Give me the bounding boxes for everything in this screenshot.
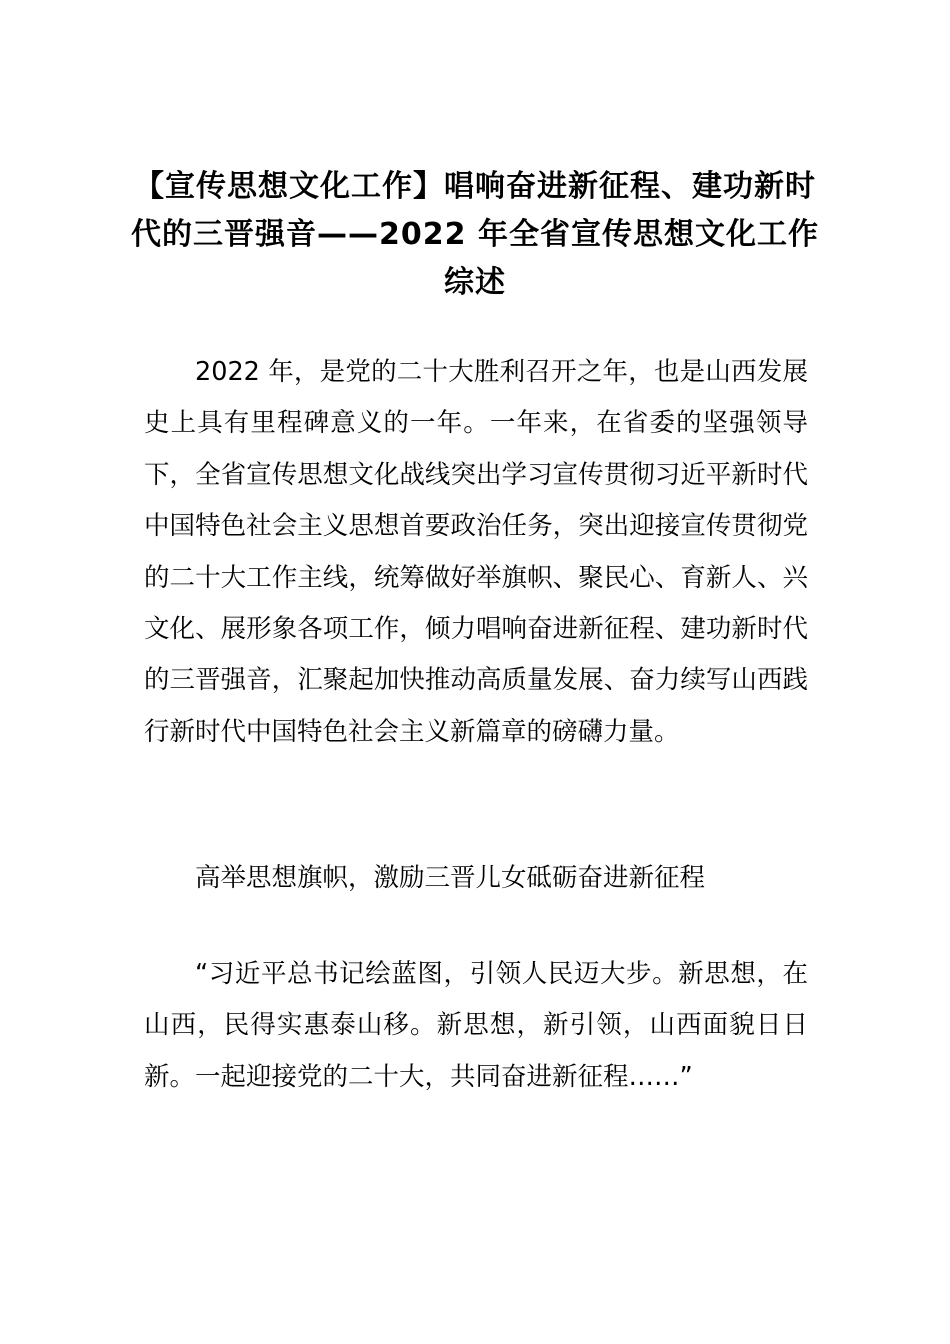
quote-paragraph: “习近平总书记绘蓝图，引领人民迈大步。新思想，在山西，民得实惠泰山移。新思想，新引领，山西面貌日日新。一起迎接党的二十大，共同奋进新征程……” — [144, 959, 808, 1092]
section-heading: 高举思想旗帜，激励三晋儿女砥砺奋进新征程 — [195, 863, 706, 893]
intro-paragraph: 2022 年，是党的二十大胜利召开之年，也是山西发展史上具有里程碑意义的一年。一年来，在省委的坚强领导下，全省宣传思想文化战线突出学习宣传贯彻习近平新时代中国特色社会主义思想首要政治任务，突出迎接宣传贯彻党的二十大工作主线，统筹做好举旗帜、聚民心、育新人、兴文化、展形象各项工作，倾力唱响奋进新征程、建功新时代的三晋强音，汇聚起加快推动高质量发展、奋力续写山西践行新时代中国特色社会主义新篇章的磅礴力量。 — [144, 357, 808, 747]
document-title: 【宣传思想文化工作】唱响奋进新征程、建功新时代的三晋强音——2022 年全省宣传思想文化工作综述 — [131, 169, 819, 300]
